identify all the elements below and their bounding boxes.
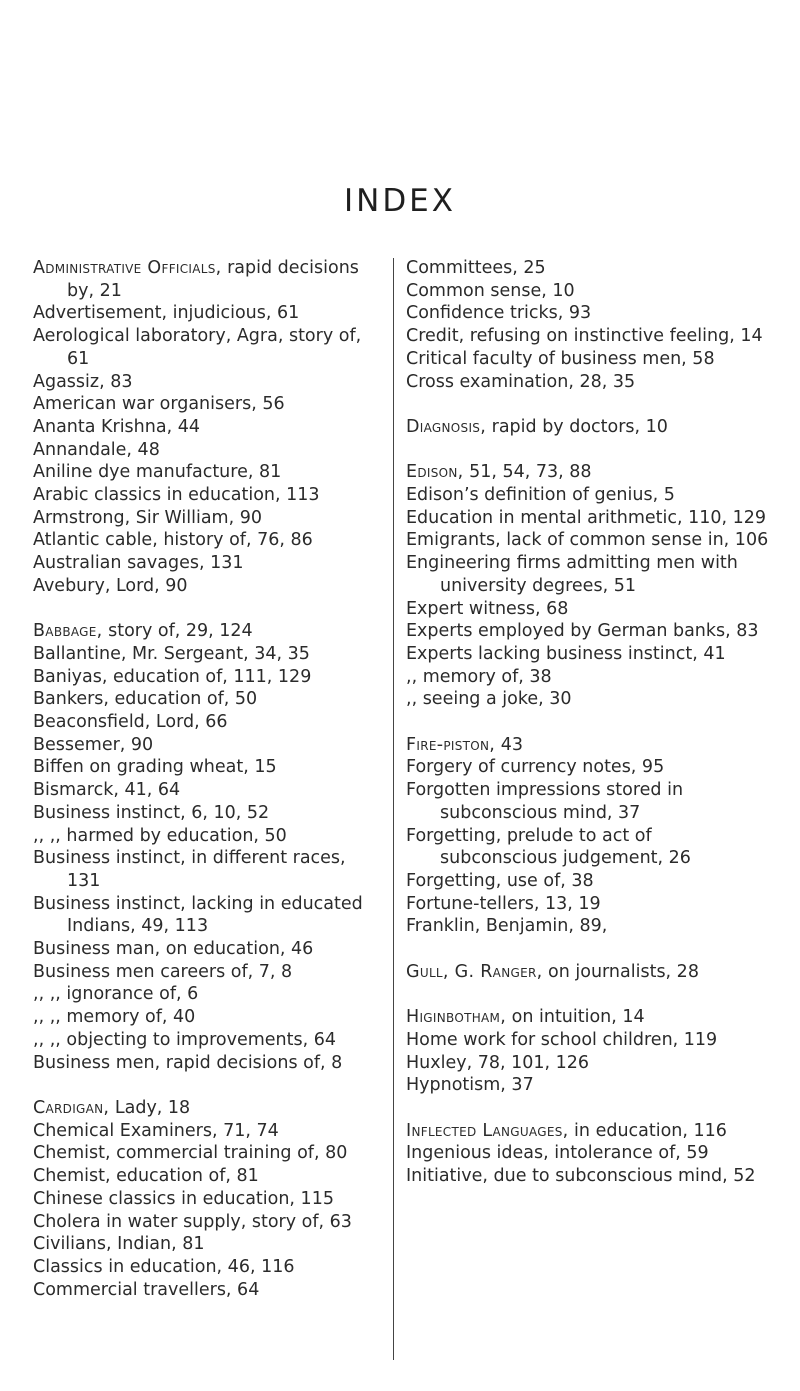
entry-text: Emigrants, lack of common sense in, 106: [406, 530, 769, 551]
index-entry: [33, 439, 383, 462]
entry-text: Fortune-tellers, 13, 19: [406, 893, 601, 914]
index-entry: [33, 825, 383, 848]
index-entry: [406, 325, 771, 348]
entry-text: Annandale, 48: [33, 439, 160, 460]
index-entry: [406, 598, 771, 621]
entry-text: Chemist, commercial training of, 80: [33, 1143, 348, 1164]
index-entry: [33, 643, 383, 666]
letter-group-gap: [406, 439, 771, 462]
entry-head: Diagnosis,: [406, 416, 487, 437]
entry-text: Baniyas, education of, 111, 129: [33, 666, 312, 687]
column-divider: [393, 258, 394, 1360]
entry-text: Australian savages, 131: [33, 553, 244, 574]
index-entry: [406, 734, 771, 757]
entry-text: Engineering firms admitting men with university degrees, 51: [406, 553, 738, 596]
index-entry: [406, 961, 771, 984]
index-entry: [33, 1120, 383, 1143]
entry-text: story of, 29, 124: [102, 621, 253, 642]
index-entry: [33, 325, 383, 370]
index-entry: [33, 1142, 383, 1165]
entry-text: Forgery of currency notes, 95: [406, 757, 665, 778]
index-entry: [406, 484, 771, 507]
index-entry: [33, 529, 383, 552]
entry-text: Committees, 25: [406, 258, 546, 278]
entry-text: Armstrong, Sir William, 90: [33, 507, 262, 528]
entry-text: Franklin, Benjamin, 89,: [406, 916, 608, 937]
entry-head: Edison,: [406, 462, 464, 483]
index-entry: [33, 802, 383, 825]
index-entry: [33, 779, 383, 802]
index-entry: [33, 1211, 383, 1234]
index-entry: [406, 416, 771, 439]
index-entry: [406, 1029, 771, 1052]
entry-text: Business man, on education, 46: [33, 939, 314, 960]
entry-text: Ballantine, Mr. Sergeant, 34, 35: [33, 643, 310, 664]
index-entry: [33, 983, 383, 1006]
entry-text: in education, 116: [568, 1120, 727, 1141]
entry-text: Atlantic cable, history of, 76, 86: [33, 530, 313, 551]
letter-group-gap: [406, 1097, 771, 1120]
entry-text: Business instinct, 6, 10, 52: [33, 802, 270, 823]
entry-text: Experts lacking business instinct, 41: [406, 643, 726, 664]
entry-text: ,, ,, harmed by education, 50: [33, 825, 287, 846]
entry-text: Forgotten impressions stored in subconscious mind, 37: [406, 780, 684, 823]
letter-group-gap: [33, 598, 383, 621]
index-entry: [33, 393, 383, 416]
entry-head: Administrative Officials,: [33, 258, 222, 278]
entry-text: Experts employed by German banks, 83: [406, 621, 759, 642]
entry-text: Expert witness, 68: [406, 598, 569, 619]
index-entry: [33, 552, 383, 575]
index-entry: [33, 1165, 383, 1188]
entry-text: Biffen on grading wheat, 15: [33, 757, 277, 778]
index-entry: [406, 915, 771, 938]
index-entry: [406, 870, 771, 893]
entry-text: rapid decisions by, 21: [67, 258, 359, 301]
index-entry: [33, 961, 383, 984]
index-entry: [406, 529, 771, 552]
letter-group-gap: [406, 393, 771, 416]
entry-text: Business instinct, lacking in educated Indians, 49, 113: [33, 893, 363, 937]
entry-text: Hypnotism, 37: [406, 1075, 534, 1096]
index-entry: [406, 280, 771, 303]
index-entry: [406, 1074, 771, 1097]
index-entry: [406, 348, 771, 371]
index-entry: [33, 620, 383, 643]
letter-group-gap: [406, 938, 771, 961]
entry-text: ,, ,, objecting to improvements, 64: [33, 1029, 336, 1050]
index-entry: [406, 893, 771, 916]
entry-text: Business men, rapid decisions of, 8: [33, 1052, 343, 1073]
entry-head: Higinbotham,: [406, 1007, 507, 1028]
entry-text: Business instinct, in different races, 131: [33, 848, 346, 891]
entry-text: Business men careers of, 7, 8: [33, 961, 293, 982]
index-entry: [33, 507, 383, 530]
index-entry: [406, 825, 771, 870]
index-entry: [33, 734, 383, 757]
index-entry: [406, 1165, 771, 1188]
entry-text: Education in mental arithmetic, 110, 129: [406, 507, 767, 528]
index-entry: [406, 666, 771, 689]
index-entry: [33, 893, 383, 938]
entry-text: Edison’s definition of genius, 5: [406, 485, 675, 505]
entry-text: rapid by doctors, 10: [486, 416, 668, 437]
entry-text: Confidence tricks, 93: [406, 303, 592, 324]
entry-text: Bismarck, 41, 64: [33, 780, 181, 801]
entry-text: ,, ,, ignorance of, 6: [33, 984, 199, 1005]
index-entry: [33, 756, 383, 779]
index-entry: [33, 302, 383, 325]
index-entry: [406, 779, 771, 824]
index-entry: [406, 688, 771, 711]
index-entry: [33, 711, 383, 734]
index-entry: [33, 1279, 383, 1302]
index-entry: [33, 1052, 383, 1075]
index-column-right: [406, 257, 771, 1188]
index-entry: [33, 257, 383, 302]
index-entry: [406, 461, 771, 484]
index-column-left: [33, 257, 383, 1301]
entry-head: Inflected Languages,: [406, 1120, 569, 1141]
index-entry: [33, 575, 383, 598]
entry-text: Bessemer, 90: [33, 734, 154, 755]
entry-text: Home work for school children, 119: [406, 1029, 718, 1050]
index-entry: [406, 257, 771, 280]
index-entry: [33, 938, 383, 961]
index-entry: [406, 1142, 771, 1165]
entry-text: Agassiz, 83: [33, 371, 133, 392]
index-entry: [406, 1052, 771, 1075]
entry-text: Credit, refusing on instinctive feeling, 14: [406, 326, 763, 347]
index-entry: [33, 847, 383, 892]
entry-text: Civilians, Indian, 81: [33, 1234, 205, 1255]
entry-text: 43: [495, 734, 523, 755]
entry-text: ,, memory of, 38: [406, 666, 552, 687]
entry-text: Lady, 18: [109, 1097, 191, 1118]
entry-text: Aniline dye manufacture, 81: [33, 462, 282, 483]
entry-text: Ananta Krishna, 44: [33, 416, 200, 437]
entry-text: Chinese classics in education, 115: [33, 1188, 334, 1209]
entry-text: Huxley, 78, 101, 126: [406, 1052, 590, 1073]
entry-text: ,, ,, memory of, 40: [33, 1007, 196, 1028]
entry-text: Forgetting, use of, 38: [406, 870, 594, 891]
entry-text: on intuition, 14: [506, 1007, 645, 1028]
entry-head: Cardigan,: [33, 1097, 110, 1118]
index-entry: [406, 620, 771, 643]
index-entry: [406, 1006, 771, 1029]
entry-text: Avebury, Lord, 90: [33, 575, 188, 596]
letter-group-gap: [33, 1074, 383, 1097]
entry-text: Critical faculty of business men, 58: [406, 348, 715, 369]
entry-text: Beaconsfield, Lord, 66: [33, 712, 228, 733]
index-entry: [406, 552, 771, 597]
entry-text: Bankers, education of, 50: [33, 689, 258, 710]
letter-group-gap: [406, 983, 771, 1006]
index-entry: [406, 1120, 771, 1143]
entry-text: Commercial travellers, 64: [33, 1279, 260, 1300]
entry-text: Aerological laboratory, Agra, story of, 61: [33, 326, 362, 369]
entry-head: Fire-piston,: [406, 734, 496, 755]
index-entry: [33, 1029, 383, 1052]
entry-text: Cholera in water supply, story of, 63: [33, 1211, 352, 1232]
entry-text: 51, 54, 73, 88: [463, 462, 592, 483]
index-entry: [33, 666, 383, 689]
entry-text: American war organisers, 56: [33, 394, 285, 415]
entry-text: on journalists, 28: [542, 961, 699, 982]
index-entry: [406, 643, 771, 666]
index-entry: [33, 484, 383, 507]
index-entry: [406, 371, 771, 394]
index-entry: [406, 302, 771, 325]
index-entry: [33, 1188, 383, 1211]
entry-head: Babbage,: [33, 621, 103, 642]
entry-text: Common sense, 10: [406, 280, 575, 301]
index-entry: [33, 1006, 383, 1029]
entry-text: Arabic classics in education, 113: [33, 485, 320, 506]
index-entry: [406, 507, 771, 530]
entry-text: Forgetting, prelude to act of subconscious judgement, 26: [406, 825, 691, 869]
entry-head: Gull, G. Ranger,: [406, 961, 543, 982]
entry-text: Initiative, due to subconscious mind, 52: [406, 1166, 756, 1187]
index-entry: [33, 1097, 383, 1120]
entry-text: ,, seeing a joke, 30: [406, 689, 572, 710]
page-title: INDEX: [343, 183, 457, 219]
index-entry: [33, 1256, 383, 1279]
index-entry: [406, 756, 771, 779]
index-entry: [33, 688, 383, 711]
index-entry: [33, 461, 383, 484]
entry-text: Advertisement, injudicious, 61: [33, 303, 300, 324]
entry-text: Cross examination, 28, 35: [406, 371, 636, 392]
entry-text: Chemist, education of, 81: [33, 1166, 259, 1187]
entry-text: Ingenious ideas, intolerance of, 59: [406, 1143, 709, 1164]
index-entry: [33, 371, 383, 394]
index-entry: [33, 1233, 383, 1256]
letter-group-gap: [406, 711, 771, 734]
entry-text: Chemical Examiners, 71, 74: [33, 1120, 279, 1141]
entry-text: Classics in education, 46, 116: [33, 1256, 295, 1277]
index-entry: [33, 416, 383, 439]
